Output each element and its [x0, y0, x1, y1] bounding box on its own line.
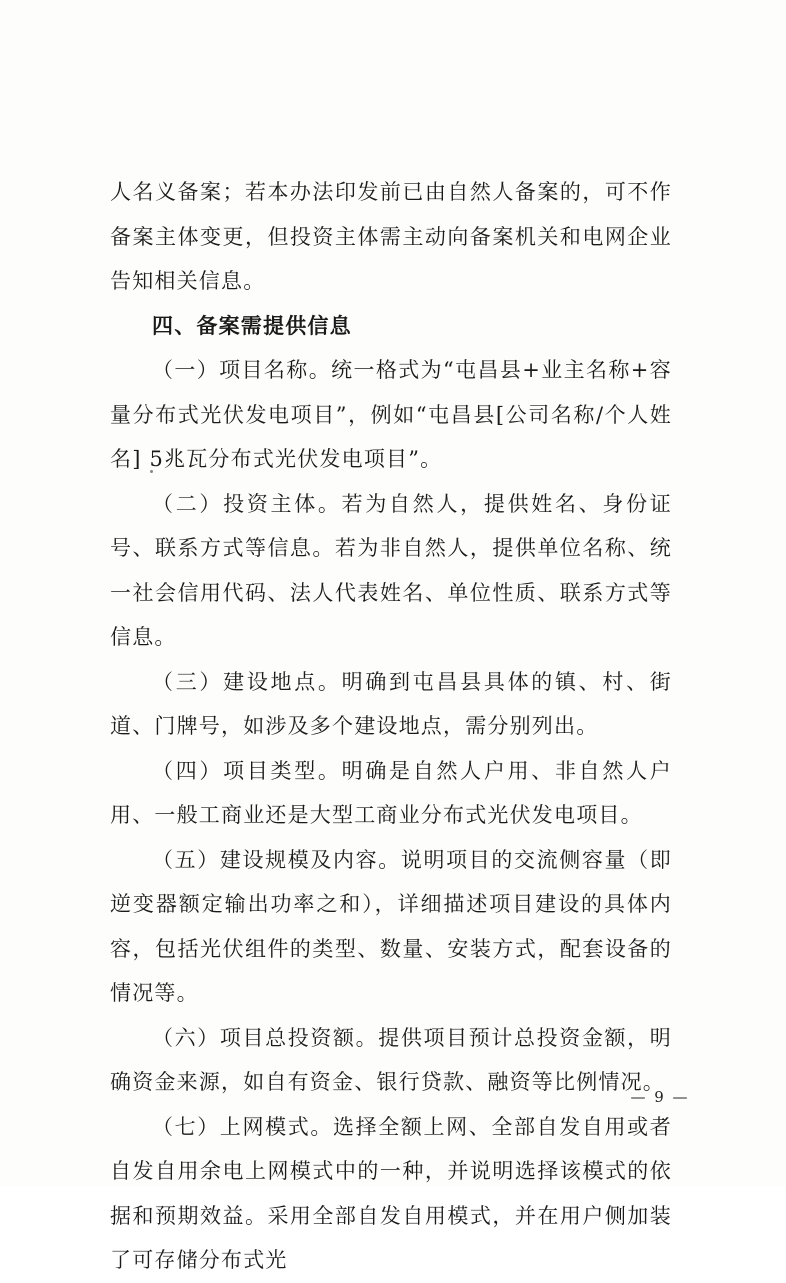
paragraph-project-type: （四）项目类型。明确是自然人户用、非自然人户用、一般工商业还是大型工商业分布式光伏发电项目。 [110, 758, 672, 827]
paragraph-grid-mode: （七）上网模式。选择全额上网、全部自发自用或者自发自用余电上网模式中的一种，并说明选择该模式的依据和预期效益。采用全部自发自用模式，并在用户侧加装了可存储分布式光 [110, 1114, 672, 1272]
document-body [110, 170, 672, 1283]
paragraph-total-investment: （六）项目总投资额。提供项目预计总投资金额，明确资金来源，如自有资金、银行贷款、融资等比例情况。 [110, 1025, 672, 1094]
page-number: — 9 — [630, 1088, 690, 1106]
paragraph-project-name: （一）项目名称。统一格式为“屯昌县+业主名称+容量分布式光伏发电项目”，例如“屯昌县[公司名称/个人姓名] 5兆瓦分布式光伏发电项目”。 [110, 358, 672, 471]
paragraph-scale-content: （五）建设规模及内容。说明项目的交流侧容量（即逆变器额定输出功率之和），详细描述项目建设的具体内容，包括光伏组件的类型、数量、安装方式，配套设备的情况等。 [110, 847, 672, 1005]
section-heading: 四、备案需提供信息 [152, 313, 352, 338]
paragraph-construction-site: （三）建设地点。明确到屯昌县具体的镇、村、街道、门牌号，如涉及多个建设地点，需分别列出。 [110, 669, 672, 738]
paragraph-investment-subject: （二）投资主体。若为自然人，提供姓名、身份证号、联系方式等信息。若为非自然人，提供单位名称、统一社会信用代码、法人代表姓名、单位性质、联系方式等信息。 [110, 491, 672, 649]
paragraph-continuation: 人名义备案；若本办法印发前已由自然人备案的，可不作备案主体变更，但投资主体需主动向备案机关和电网企业告知相关信息。 [110, 180, 672, 293]
